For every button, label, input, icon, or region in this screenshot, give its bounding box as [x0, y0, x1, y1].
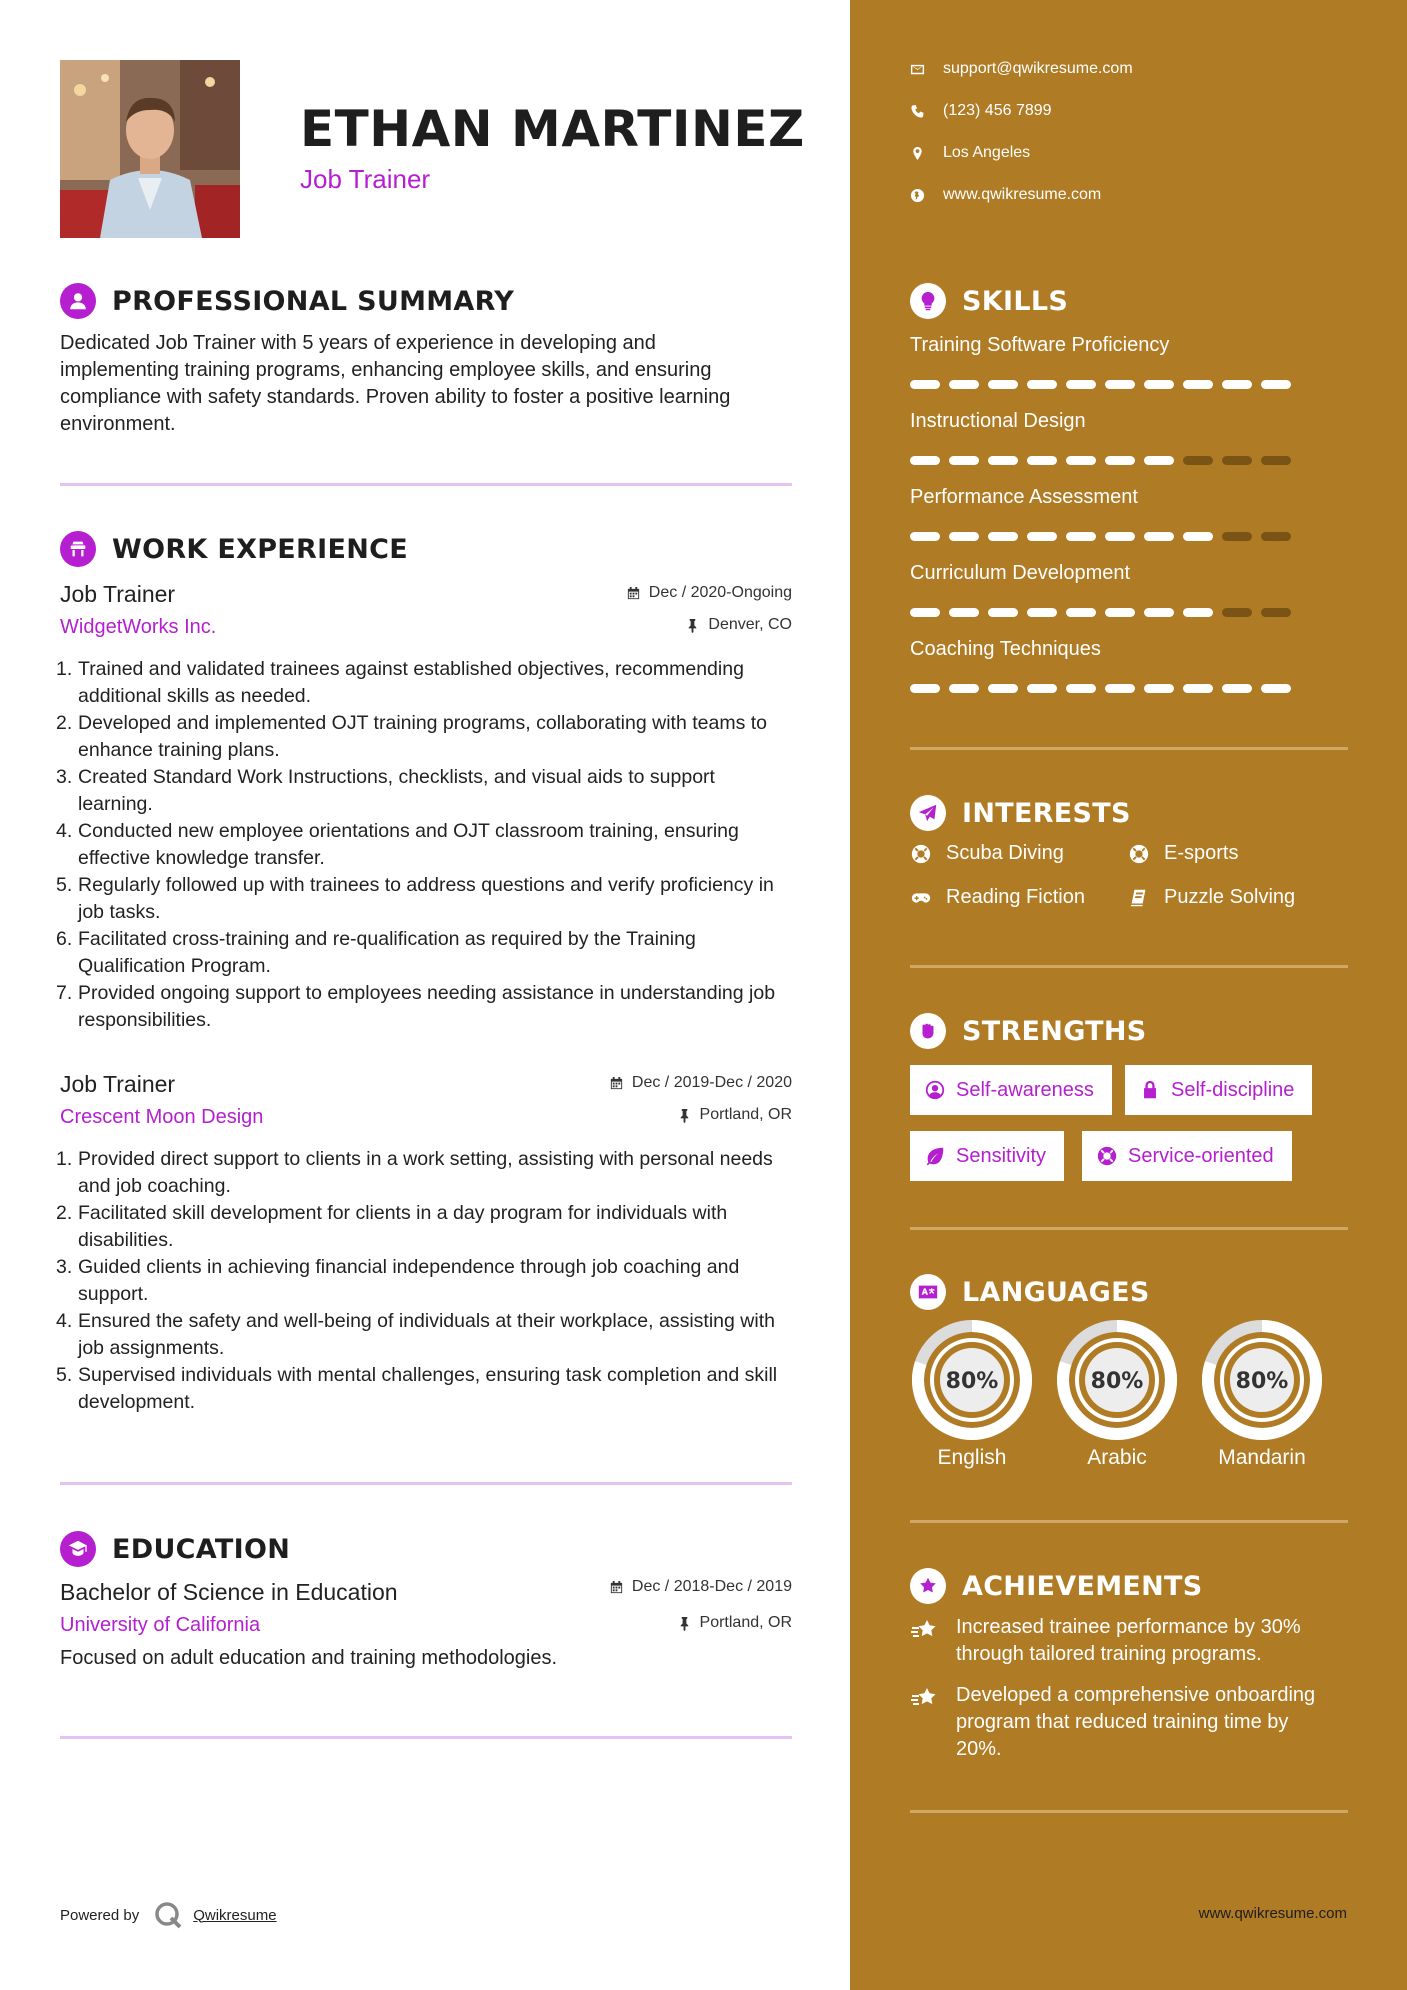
achievements-heading: [910, 1568, 1203, 1604]
job-dates-text: Dec / 2020-Ongoing: [648, 584, 792, 601]
contact-website-text: www.qwikresume.com: [943, 186, 1102, 203]
powered-by-text: Powered by: [60, 1906, 140, 1924]
job-role: Job Trainer: [60, 581, 176, 607]
skill-level-segment: [1222, 684, 1252, 693]
skill-level-segment: [988, 456, 1018, 465]
skill-level-segment: [1066, 380, 1096, 389]
skills-heading-text: SKILLS: [962, 285, 1069, 317]
job-dates: [609, 1074, 792, 1092]
education-entry: [60, 1576, 792, 1672]
contact-phone[interactable]: [910, 102, 1052, 120]
gamepad-icon: [910, 887, 932, 909]
interest-label: Scuba Diving: [946, 842, 1064, 864]
section-divider: [60, 1482, 792, 1485]
education-dates-text: Dec / 2018-Dec / 2019: [631, 1578, 792, 1595]
skill-level-segment: [949, 684, 979, 693]
progress-ring: [910, 1318, 1034, 1442]
job-location-text: Denver, CO: [708, 616, 792, 633]
job-entry: [56, 578, 792, 1034]
skill-level-segment: [1027, 532, 1057, 541]
education-dates: [609, 1578, 792, 1596]
progress-ring: [1055, 1318, 1179, 1442]
sidebar: [850, 0, 1407, 1990]
candidate-name: ETHAN MARTINEZ: [300, 100, 805, 158]
section-divider: [910, 747, 1348, 750]
job-bullets: [56, 656, 792, 1034]
skill-level-segment: [1261, 380, 1291, 389]
education-heading-text: EDUCATION: [112, 1533, 291, 1565]
job-company: WidgetWorks Inc.: [60, 616, 217, 638]
lightbulb-icon: [910, 283, 946, 319]
skill-level-segment: [1066, 456, 1096, 465]
languages-heading: [910, 1274, 1150, 1310]
education-description: Focused on adult education and training methodologies.: [60, 1647, 558, 1669]
job-location-text: Portland, OR: [699, 1106, 792, 1123]
skill-name: Training Software Proficiency: [910, 334, 1170, 356]
globe-icon: [910, 188, 925, 203]
education-degree: Bachelor of Science in Education: [60, 1579, 398, 1605]
section-divider: [910, 1227, 1348, 1230]
skill-level-bar: [910, 456, 1291, 465]
skill-level-bar: [910, 532, 1291, 541]
skill-name: Curriculum Development: [910, 562, 1131, 584]
skills-heading: [910, 283, 1068, 319]
calendar-icon: [609, 1580, 624, 1595]
list-item: 3. Created Standard Work Instructions, checklists, and visual aids to support learning.: [56, 766, 715, 815]
skill-level-segment: [949, 456, 979, 465]
skill-level-segment: [1222, 532, 1252, 541]
skill-level-bar: [910, 608, 1291, 617]
skill-level-segment: [1144, 456, 1174, 465]
job-location: [677, 1106, 792, 1124]
skill-name: Instructional Design: [910, 410, 1086, 432]
list-item: 2. Developed and implemented OJT training programs, collaborating with teams to enhance training plans.: [56, 712, 767, 761]
skill-level-segment: [910, 380, 940, 389]
summary-text: Dedicated Job Trainer with 5 years of experience in developing and implementing training programs, enhancing employee skills, and ensuring compliance with safety standards. Proven ability to foster a positive learning environment.: [60, 332, 731, 435]
skill-level-segment: [1105, 532, 1135, 541]
strength-label: Service-oriented: [1128, 1144, 1274, 1167]
strength-chip: [1082, 1131, 1292, 1181]
skill-level-segment: [1222, 608, 1252, 617]
summary-heading-text: PROFESSIONAL SUMMARY: [112, 285, 515, 317]
skill-level-segment: [949, 608, 979, 617]
strengths-heading: [910, 1013, 1147, 1049]
contact-website[interactable]: [910, 186, 1101, 204]
profile-photo: [60, 60, 240, 238]
skill-level-segment: [910, 608, 940, 617]
pin-icon: [685, 618, 700, 633]
skill-name: Performance Assessment: [910, 486, 1138, 508]
lifebuoy-icon: [1128, 843, 1150, 865]
star-icon: [910, 1616, 938, 1644]
job-bullets: [56, 1146, 792, 1416]
skill-name: Coaching Techniques: [910, 638, 1101, 660]
education-heading: [60, 1531, 290, 1567]
achievement-item: [910, 1614, 1330, 1668]
graduation-icon: [60, 1531, 96, 1567]
skill-level-bar: [910, 684, 1291, 693]
list-item: 1. Trained and validated trainees against established objectives, recommending additional skills as needed.: [56, 658, 744, 707]
language-gauge: [1055, 1318, 1179, 1470]
user-circle-icon: [924, 1079, 946, 1101]
candidate-title: Job Trainer: [300, 164, 431, 194]
fist-icon: [910, 1013, 946, 1049]
achievements-heading-text: ACHIEVEMENTS: [962, 1570, 1203, 1602]
list-item: 4. Ensured the safety and well-being of individuals at their workplace, assisting with job assignments.: [56, 1310, 775, 1359]
interests-heading: [910, 795, 1131, 831]
skill-level-segment: [1222, 456, 1252, 465]
powered-by: [60, 1900, 277, 1930]
lifebuoy-icon: [1096, 1145, 1118, 1167]
section-divider: [910, 1810, 1348, 1813]
skill-level-segment: [1183, 456, 1213, 465]
job-location: [685, 616, 792, 634]
strengths-heading-text: STRENGTHS: [962, 1015, 1147, 1047]
map-marker-icon: [910, 146, 925, 161]
skill-level-segment: [1261, 684, 1291, 693]
language-gauge: [910, 1318, 1034, 1470]
progress-ring: [1200, 1318, 1324, 1442]
language-name: Arabic: [1087, 1446, 1147, 1469]
star-icon: [910, 1684, 938, 1712]
list-item: 4. Conducted new employee orientations and OJT classroom training, ensuring effective knowledge transfer.: [56, 820, 739, 869]
book-icon: [1128, 887, 1150, 909]
skill-level-segment: [1183, 380, 1213, 389]
skill-level-segment: [1222, 380, 1252, 389]
list-item: 5. Regularly followed up with trainees to address questions and verify proficiency in job tasks.: [56, 874, 774, 923]
skill-level-bar: [910, 380, 1291, 389]
skill-level-segment: [949, 532, 979, 541]
interests-heading-text: INTERESTS: [962, 797, 1131, 829]
skill-level-segment: [988, 684, 1018, 693]
language-percent: 80%: [945, 1369, 999, 1394]
skill-level-segment: [1027, 684, 1057, 693]
list-item: 1. Provided direct support to clients in a work setting, assisting with personal needs and job coaching.: [56, 1148, 773, 1197]
user-icon: [60, 283, 96, 319]
skill-level-segment: [1105, 456, 1135, 465]
qwikresume-link[interactable]: Qwikresume: [193, 1906, 277, 1924]
translate-icon: [910, 1274, 946, 1310]
strength-chip: [910, 1131, 1064, 1181]
interest-label: E-sports: [1164, 842, 1239, 864]
job-company: Crescent Moon Design: [60, 1106, 264, 1128]
skill-level-segment: [1261, 456, 1291, 465]
paper-plane-icon: [910, 795, 946, 831]
achievement-text: Increased trainee performance by 30% through tailored training programs.: [956, 1616, 1301, 1665]
section-divider: [910, 1520, 1348, 1523]
interest-item: [1128, 842, 1238, 865]
skill-level-segment: [1144, 380, 1174, 389]
education-school: University of California: [60, 1614, 261, 1636]
skill-level-segment: [910, 532, 940, 541]
experience-heading-text: WORK EXPERIENCE: [112, 533, 408, 565]
skill-level-segment: [1066, 684, 1096, 693]
interest-item: [1128, 886, 1295, 909]
contact-location: [910, 144, 1030, 162]
contact-phone-text: (123) 456 7899: [943, 102, 1052, 119]
skill-level-segment: [949, 380, 979, 389]
achievement-text: Developed a comprehensive onboarding program that reduced training time by 20%.: [956, 1684, 1316, 1760]
language-name: Mandarin: [1218, 1446, 1306, 1469]
language-name: English: [937, 1446, 1007, 1469]
job-dates: [626, 584, 792, 602]
skill-level-segment: [1027, 380, 1057, 389]
interest-label: Reading Fiction: [946, 886, 1085, 908]
skill-level-segment: [988, 608, 1018, 617]
job-role: Job Trainer: [60, 1071, 176, 1097]
job-dates-text: Dec / 2019-Dec / 2020: [631, 1074, 792, 1091]
calendar-icon: [609, 1076, 624, 1091]
section-divider: [910, 965, 1348, 968]
list-item: 6. Facilitated cross-training and re-qualification as required by the Training Qualification Program.: [56, 928, 696, 977]
leaf-icon: [924, 1145, 946, 1167]
list-item: 3. Guided clients in achieving financial independence through job coaching and support.: [56, 1256, 740, 1305]
section-divider: [60, 1736, 792, 1739]
skill-level-segment: [1144, 684, 1174, 693]
language-percent: 80%: [1235, 1369, 1289, 1394]
skill-level-segment: [1261, 608, 1291, 617]
skill-level-segment: [1105, 608, 1135, 617]
skill-level-segment: [1261, 532, 1291, 541]
strength-label: Self-discipline: [1171, 1078, 1295, 1101]
skill-level-segment: [988, 532, 1018, 541]
section-divider: [60, 483, 792, 486]
strength-label: Sensitivity: [956, 1144, 1047, 1167]
strength-label: Self-awareness: [956, 1078, 1094, 1101]
contact-email-text: support@qwikresume.com: [943, 60, 1133, 77]
interest-item: [910, 886, 1085, 909]
skill-level-segment: [1144, 608, 1174, 617]
star-badge-icon: [910, 1568, 946, 1604]
contact-email[interactable]: [910, 60, 1133, 78]
pin-icon: [677, 1108, 692, 1123]
achievement-item: [910, 1682, 1330, 1763]
skill-level-segment: [1027, 456, 1057, 465]
footer-website[interactable]: www.qwikresume.com: [1198, 1905, 1347, 1922]
calendar-icon: [626, 586, 641, 601]
qwikresume-logo-icon: [153, 1900, 183, 1930]
skill-level-segment: [1183, 532, 1213, 541]
education-location-text: Portland, OR: [699, 1614, 792, 1631]
strength-chip: [1125, 1065, 1312, 1115]
skill-level-segment: [910, 684, 940, 693]
interest-item: [910, 842, 1064, 865]
skill-level-segment: [1183, 608, 1213, 617]
list-item: 7. Provided ongoing support to employees needing assistance in understanding job responsibilities.: [56, 982, 776, 1031]
contact-location-text: Los Angeles: [943, 144, 1031, 161]
skill-level-segment: [1183, 684, 1213, 693]
job-entry: [56, 1068, 792, 1416]
list-item: 5. Supervised individuals with mental challenges, ensuring task completion and skill development.: [56, 1364, 778, 1413]
skill-level-segment: [1105, 684, 1135, 693]
skill-level-segment: [1144, 532, 1174, 541]
summary-heading: [60, 283, 514, 319]
languages-heading-text: LANGUAGES: [962, 1276, 1150, 1308]
profile-photo-image: [60, 60, 240, 238]
list-item: 2. Facilitated skill development for clients in a day program for individuals with disabilities.: [56, 1202, 728, 1251]
skill-level-segment: [1066, 608, 1096, 617]
skill-level-segment: [1105, 380, 1135, 389]
experience-heading: [60, 531, 408, 567]
interest-label: Puzzle Solving: [1164, 886, 1296, 908]
skill-level-segment: [910, 456, 940, 465]
lock-icon: [1139, 1079, 1161, 1101]
language-percent: 80%: [1090, 1369, 1144, 1394]
skill-level-segment: [1066, 532, 1096, 541]
pin-icon: [677, 1616, 692, 1631]
skill-level-segment: [1027, 608, 1057, 617]
mail-icon: [910, 62, 925, 77]
briefcase-icon: [60, 531, 96, 567]
skill-level-segment: [988, 380, 1018, 389]
language-gauge: [1200, 1318, 1324, 1470]
strength-chip: [910, 1065, 1112, 1115]
phone-icon: [910, 104, 925, 119]
education-location: [677, 1614, 792, 1632]
lifebuoy-icon: [910, 843, 932, 865]
